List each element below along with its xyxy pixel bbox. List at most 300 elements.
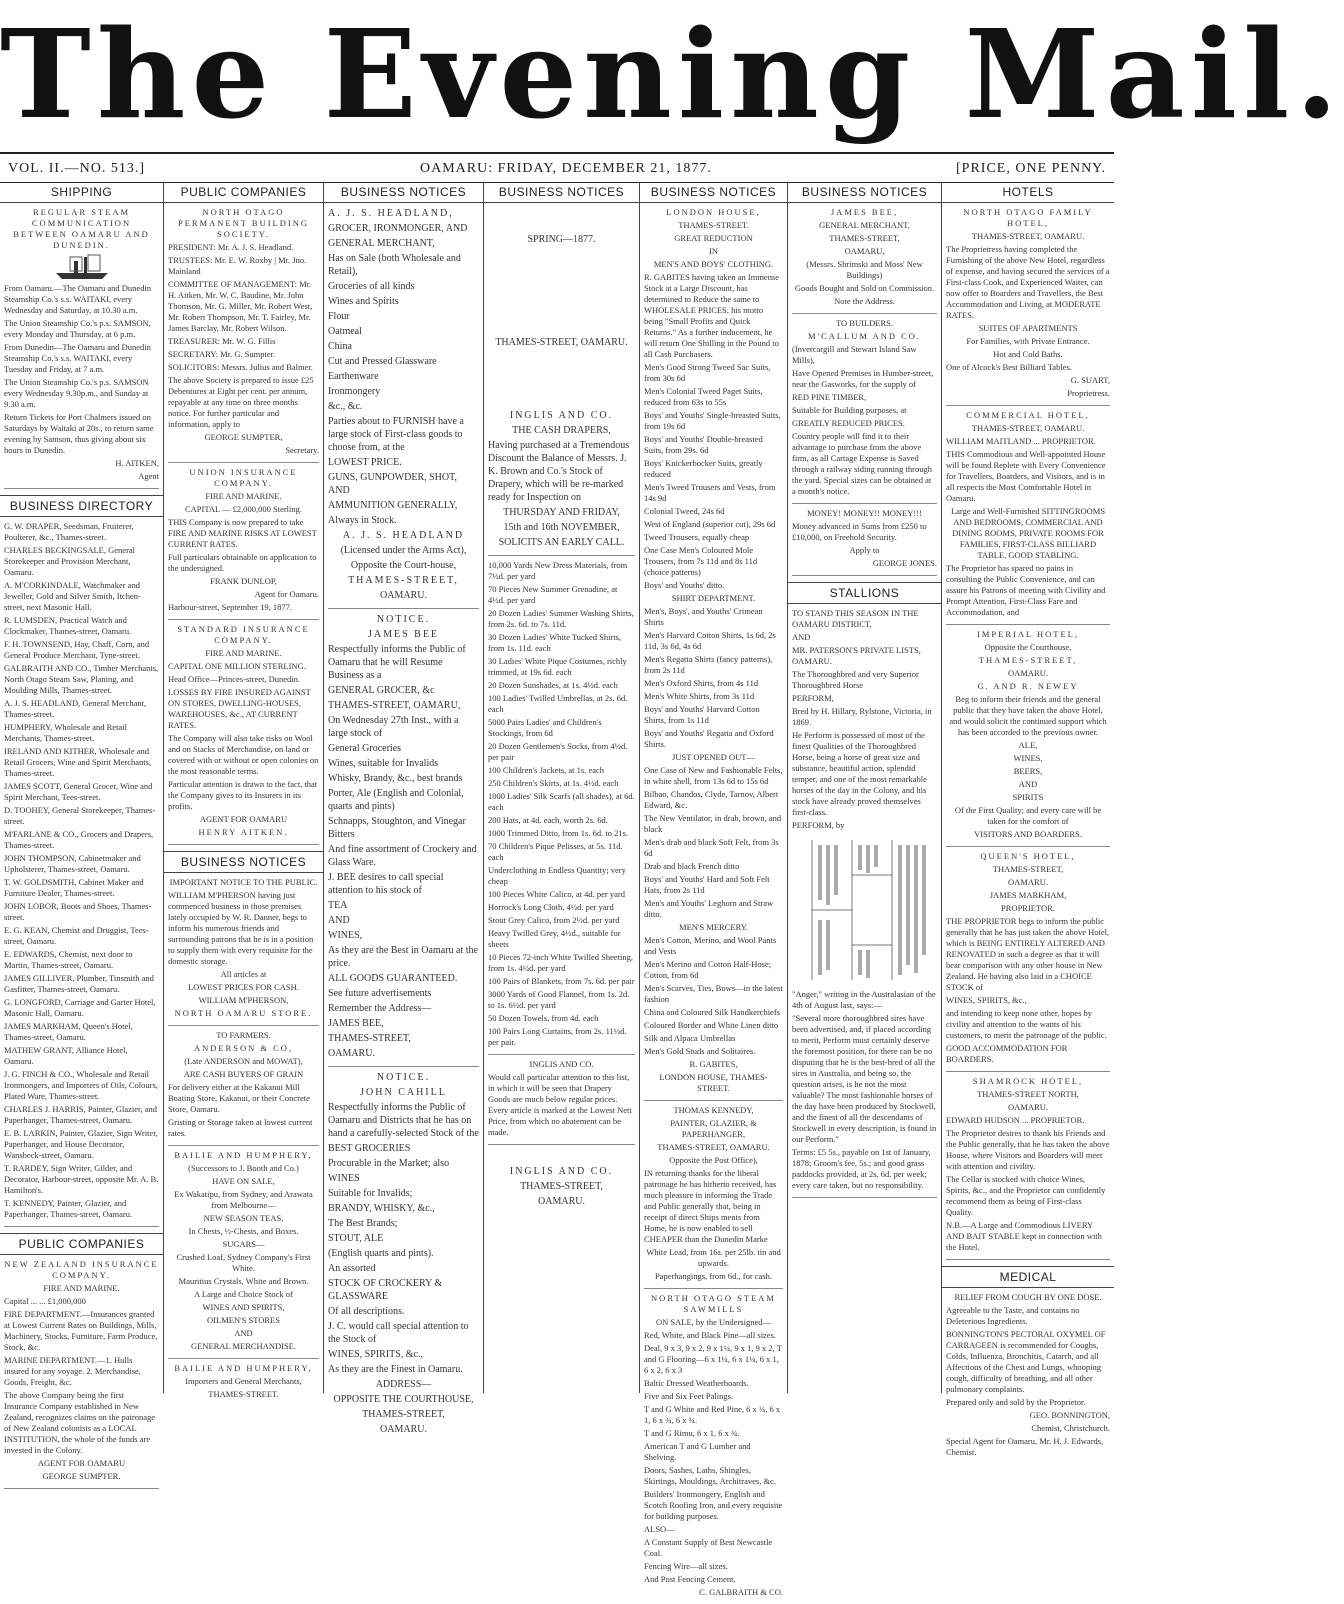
column-heading: PUBLIC COMPANIES <box>164 183 323 203</box>
directory-entry: HUMPHERY, Wholesale and Retail Merchants, Thames-street. <box>4 722 127 743</box>
advert-line: ADDRESS— <box>375 1379 432 1390</box>
advert-line: Gristing or Storage taken at lowest current rates. <box>168 1117 313 1138</box>
advert-line: Drab and black French ditto <box>644 861 740 871</box>
advert-line: Schnapps, Stoughton, and Vinegar Bitters <box>328 816 466 840</box>
signature: WILLIAM M'PHERSON, <box>198 995 289 1005</box>
advert-line: A Constant Supply of Best Newcastle Coal. <box>644 1537 773 1558</box>
price-list-item: Stout Grey Calico, from 2½d. per yard <box>488 915 620 925</box>
advert-line: Coloured Border and White Linen ditto <box>644 1020 779 1030</box>
mpherson-advert <box>168 877 319 1026</box>
advert-line: THAMES-STREET, <box>348 575 459 586</box>
advert-line: HAVE ON SALE, <box>212 1176 275 1186</box>
advert-line: THIS Company is now prepared to take FIRE AND MARINE RISKS AT LOWEST CURRENT RATES. <box>168 517 317 549</box>
advert-line: STOUT, ALE <box>328 1233 384 1244</box>
mcallum-advert <box>792 318 937 504</box>
building-society-advert <box>168 207 319 463</box>
advert-line: Porter, Ale (English and Colonial, quarts and pints) <box>328 788 464 812</box>
advert-line: BRANDY, WHISKY, &c., <box>328 1203 435 1214</box>
advert-line: WINES, SPIRITS, &c., <box>946 995 1027 1005</box>
money-advert <box>792 508 937 576</box>
advert-line: 15th and 16th NOVEMBER, <box>503 522 620 533</box>
advert-line: THAMES-STREET, OAMARU. <box>657 1142 770 1152</box>
advert-line: T and G Rimu, 6 x 1, 6 x ¾. <box>644 1428 740 1438</box>
advert-line: THIS Commodious and Well-appointed House will be found Replete with Every Convenience for Travellers, Boarders, and Visitors, and is in all respects the Most Comfortable Hotel in Oamaru. <box>946 449 1106 503</box>
price-list-item: 30 Ladies' White Pique Costumes, richly trimmed, at 19s 6d. each <box>488 656 627 677</box>
advert-line: SOLICITS AN EARLY CALL. <box>498 537 625 548</box>
price-list-item: 250 Children's Skirts, at 1s. 4½d. each <box>488 778 619 788</box>
james-bee-merchant-advert <box>792 207 937 314</box>
advert-line: SOLICITORS: Messrs. Julius and Balmer. <box>168 362 313 372</box>
column-hotels <box>942 183 1114 1457</box>
advert-line: China and Coloured Silk Handkerchiefs <box>644 1007 780 1017</box>
signature-role: Agent for Oamaru. <box>254 589 319 599</box>
advert-line: Full particulars obtainable on application to the undersigned. <box>168 552 317 573</box>
advert-line: Colonial Tweed, 24s 6d <box>644 506 725 516</box>
advert-title: UNION INSURANCE COMPANY. <box>189 467 298 488</box>
advert-line: Hot and Cold Baths. <box>993 349 1063 359</box>
advert-line: All articles at <box>220 969 267 979</box>
advert-line: R. GABITES having taken an Immense Stock at a Large Discount, has determined to Reduce the same to WHOLESALE PRICES, his motto being "Small Profits and Quick Returns." As a further inducement, he will return One Shilling in the Pound to all Cash Purchasers. <box>644 272 780 359</box>
dateline-bar <box>0 152 1114 183</box>
advert-line: SUGARS— <box>222 1239 265 1249</box>
inglis-advert-2 <box>488 1165 635 1214</box>
advert-line: He Perform is possessed of most of the finest Qualities of the Thoroughbred Horse, being a horse of great size and substance, beautiful action, splendid temper, and one of the most remarkable horses of the day in the Colony, and his stock have already proved themselves first-class. <box>792 730 927 817</box>
advert-line: For Families, with Private Entrance. <box>966 336 1090 346</box>
advert-line: Head Office—Princes-street, Dunedin. <box>168 674 301 684</box>
agent-label: AGENT FOR OAMARU <box>37 1458 126 1468</box>
advert-body <box>328 222 479 527</box>
advert-line: An assorted <box>328 1263 376 1274</box>
advert-line: Baltic Dressed Weatherboards. <box>644 1378 749 1388</box>
advert-line: Flour <box>328 311 350 322</box>
advert-line: WILLIAM M'PHERSON having just commenced business in those premises lately occupied by W. R. Danner, begs to inform his numerous friends and surrounding patrons that he is in a position to supply them with every requisite for the domestic storage. <box>168 890 314 966</box>
price-list-item: 100 Pieces White Calico, at 4d. per yard <box>488 889 625 899</box>
inglis-note <box>488 1059 635 1145</box>
advert-line: Men's Tweed Trousers and Vests, from 14s 9d <box>644 482 776 503</box>
advert-heading: NOTICE. <box>376 1072 431 1083</box>
advert-line: Bred by H. Hillary, Rylstone, Victoria, in 1869. <box>792 706 932 727</box>
advert-line: OAMARU, <box>844 246 885 256</box>
advert-line: Wines and Spirits <box>328 296 399 307</box>
advert-line: Boys' and Youths' Hard and Soft Felt Hats, from 2s 11d <box>644 874 770 895</box>
advert-line: GENERAL MERCHANT, <box>819 220 910 230</box>
advert-line: EDWARD HUDSON ... PROPRIETOR. <box>946 1115 1085 1125</box>
advert-line: J. C. would call special attention to the Stock of <box>328 1321 469 1345</box>
advert-line: OAMARU. <box>538 1196 585 1207</box>
advert-line: Respectfully informs the Public of Oamaru and Districts that he has on hand a carefully-selected Stock of the <box>328 1102 479 1139</box>
advert-title: BAILIE AND HUMPHERY, <box>174 1363 313 1373</box>
advert-line: For delivery either at the Kakanui Mill Boating Store, Kakanui, or their Concrete Store, Oamaru. <box>168 1082 310 1114</box>
advert-line: A Large and Choice Stock of <box>194 1289 293 1299</box>
london-house-advert <box>644 207 783 1101</box>
advert-body <box>946 1305 1110 1408</box>
advert-body <box>946 1128 1110 1253</box>
directory-entry: IRELAND AND KITHER, Wholesale and Retail Grocers, Wine and Spirit Merchants, Thames-street. <box>4 746 152 778</box>
advert-line: ALE, <box>1018 740 1038 750</box>
advert-line: The above Society is prepared to issue £25 Debentures at Eight per cent. per annum, repayable at any time on three months notice. For further particular and information, apply to <box>168 375 314 429</box>
shipping-line: The Union Steamship Co.'s p.s. SAMSON every Wednesday 9.30p.m., and Sunday at 9.30 a.m. <box>4 377 149 409</box>
advert-line: Crushed Loaf, Sydney Company's First White. <box>176 1252 311 1273</box>
kennedy-advert <box>644 1105 783 1289</box>
advert-line: American T and G Lumber and Shelving. <box>644 1441 751 1462</box>
section-heading: MEDICAL <box>942 1266 1114 1288</box>
season-label: SPRING—1877. <box>527 234 596 245</box>
shipping-line: From Dunedin—The Oamaru and Dunedin Steamship Co.'s s.s. WAITAKI, every Tuesday and Friday, at 7 a.m. <box>4 342 151 374</box>
advert-line: As they are the Finest in Oamaru. <box>328 1364 463 1375</box>
advert-line: The above Company being the first Insurance Company established in New Zealand, recognizes claims on the patronage of New Zealand colonists as a LOCAL INSTITUTION, the whole of the funds are invested in the Colony. <box>4 1390 156 1455</box>
advert-title: NORTH OTAGO PERMANENT BUILDING SOCIETY. <box>178 207 309 239</box>
advert-line: OAMARU. <box>380 1424 427 1435</box>
advert-line: THAMES-STREET. <box>678 220 749 230</box>
masthead <box>0 0 1344 150</box>
advert-line: GENERAL MERCHANT, <box>328 238 435 249</box>
queens-hotel-advert <box>946 851 1110 1072</box>
column-heading: BUSINESS NOTICES <box>324 183 483 203</box>
advert-subtitle: FIRE AND MARINE. <box>43 1283 120 1293</box>
advert-line: Five and Six Feet Palings. <box>644 1391 734 1401</box>
advert-line: IN <box>709 246 718 256</box>
column-heading: BUSINESS NOTICES <box>484 183 639 203</box>
advert-line: OAMARU. <box>380 590 427 601</box>
advert-line: Oatmeal <box>328 326 362 337</box>
advert-line: Men's Colonial Tweed Paget Suits, reduced from 63s to 55s <box>644 386 763 407</box>
advert-line: THAMES-STREET. <box>208 1389 279 1399</box>
advert-line: NEW SEASON TEAS, <box>203 1213 284 1223</box>
insurance-advert <box>4 1259 159 1489</box>
shipping-line: The Union Steamship Co.'s p.s. SAMSON, every Monday and Thursday, at 6 p.m. <box>4 318 151 339</box>
advert-line: Importers and General Merchants, <box>185 1376 302 1386</box>
shipping-advert <box>4 207 159 489</box>
price-list-item: Horrock's Long Cloth, 4½d. per yard <box>488 902 614 912</box>
price: [PRICE, ONE PENNY. <box>956 161 1106 176</box>
advert-line: GENERAL GROCER, &c <box>328 685 435 696</box>
advert-line: BEST GROCERIES <box>328 1143 411 1154</box>
advert-heading: NOTICE. <box>376 614 431 625</box>
signature: GEORGE SUMPTER, <box>204 432 283 442</box>
inglis-advert <box>488 233 635 556</box>
advert-line: OAMARU. <box>1008 1102 1048 1112</box>
pedigree-table-graphic <box>792 835 936 985</box>
advert-line: "Several more thoroughbred sires have been advertised, and, if placed according to merit, Perform must certainly deserve the foremost position, for there can be no disputing that he is the best-bred of all the sires in Australia, and being so, the question arises, is he not the most valuable? The most fashionable horses of the day have been produced by Stockwell, and the finest of all the descendants of Stockwell in every description, is found in our Perform." <box>792 1013 937 1144</box>
section-heading: STALLIONS <box>788 582 941 604</box>
advert-line: Bilbao, Chandos, Clyde, Tarnov, Albert Edward, &c. <box>644 789 779 810</box>
advert-line: Boys' Knickerbocker Suits, greatly reduced <box>644 458 763 479</box>
advert-line: The New Ventilator, in drab, brown, and black <box>644 813 782 834</box>
advert-body <box>946 694 1110 840</box>
advert-line: LOSSES BY FIRE INSURED AGAINST ON STORES, DWELLING-HOUSES, WAREHOUSES, &c., AT CURRENT RATES. <box>168 687 311 730</box>
advert-line: CAPITAL ONE MILLION STERLING. <box>168 661 306 671</box>
advert-line: Fencing Wire—all sizes. <box>644 1561 728 1571</box>
advert-body <box>644 606 783 750</box>
advert-line: (Messrs. Shrimski and Moss' New Buildings) <box>806 259 923 280</box>
advert-title: BAILIE AND HUMPHERY, <box>174 1150 313 1160</box>
directory-entry: A. J. S. HEADLAND, General Merchant, Thames-street. <box>4 698 147 719</box>
advert-title: JAMES BEE <box>367 629 440 640</box>
advert-line: GREAT REDUCTION <box>674 233 753 243</box>
advert-line: Ironmongery <box>328 386 381 397</box>
column-business-notices-1 <box>324 183 484 1435</box>
advert-line: Large and Well-Furnished SITTINGROOMS AND BEDROOMS, COMMERCIAL AND DINING ROOMS, PRIVATE ROOMS FOR FAMILIES, FIRST-CLASS BILLIARD TABLE, GOOD STABLING. <box>950 506 1106 560</box>
signature: INGLIS AND CO. <box>529 1059 594 1069</box>
signature-role: Agent <box>138 471 159 481</box>
advert-title: QUEEN'S HOTEL, <box>980 851 1076 861</box>
advert-line: GENERAL MERCHANDISE. <box>191 1341 296 1351</box>
john-cahill-advert <box>328 1071 479 1442</box>
advert-line: "Anger," writing in the Australasian of the 4th of August last, says:— <box>792 989 936 1010</box>
signature: JAMES MARKHAM, <box>989 890 1067 900</box>
advert-line: Ex Wakatipu, from Sydney, and Arawata from Melbourne— <box>174 1189 313 1210</box>
directory-entry: G. LONGFORD, Carriage and Garter Hotel, Masonic Hall, Oamaru. <box>4 997 156 1018</box>
advert-line: THAMES-STREET, OAMARU, <box>328 700 461 711</box>
advert-line: SPIRITS <box>1012 792 1044 802</box>
advert-line: AND <box>234 1328 253 1338</box>
advert-line: THAMES-STREET, <box>328 1033 411 1044</box>
advert-line: (Invercargill and Stewart Island Saw Mills), <box>792 344 917 365</box>
advert-line: Country people will find it to their advantage to purchase from the above firm, as all Cartage Expense is Saved through a railway siding running through the yard. Special sizes can be obtained at a month's notice. <box>792 431 932 496</box>
advert-line: Opposite the Court-house, <box>350 560 457 571</box>
column-heading: BUSINESS NOTICES <box>788 183 941 203</box>
advert-line: WINES, <box>1013 753 1043 763</box>
directory-entry: T. KENNEDY, Painter, Glazier, and Paperhanger, Thames-street, Oamaru. <box>4 1198 133 1219</box>
advert-line: As they are the Best in Oamaru at the price. <box>328 945 478 969</box>
advert-body <box>328 643 479 1060</box>
advert-line: Men's Merino and Cotton Half-Hose; Cotton, from 6d <box>644 959 772 980</box>
advert-title: JAMES BEE, <box>830 207 899 217</box>
advert-line: MEN'S AND BOYS' CLOTHING. <box>653 259 774 269</box>
price-list-item: 1000 Trimmed Ditto, from 1s. 6d. to 21s. <box>488 828 629 838</box>
advert-line: Procurable in the Market; also <box>328 1158 450 1169</box>
advert-line: GUNS, GUNPOWDER, SHOT, AND <box>328 472 457 496</box>
advert-title: INGLIS AND CO. <box>509 1166 614 1177</box>
advert-line: PERFORM, <box>792 693 834 703</box>
advert-line: Suitable for Invalids; <box>328 1188 413 1199</box>
advert-line: SECRETARY: Mr. G. Sumpter. <box>168 349 276 359</box>
advert-line: Boys' and Youths' Regatta and Oxford Shirts. <box>644 728 774 749</box>
advert-line: TEA <box>328 900 348 911</box>
advert-line: OAMARU. <box>328 1048 375 1059</box>
advert-line: AND <box>792 632 811 642</box>
department-heading: SHIRT DEPARTMENT. <box>671 593 756 603</box>
advert-line: Opposite the Courthouse, <box>984 642 1072 652</box>
advert-line: LOWEST PRICE. <box>328 457 402 468</box>
advert-line: Men's drab and black Soft Felt, from 3s 6d <box>644 837 779 858</box>
advert-line: The Cellar is stocked with choice Wines, Spirits, &c., and the Proprietor can confidently recommend them as being of First-class Quality. <box>946 1174 1106 1217</box>
advert-line: VISITORS AND BOARDERS. <box>974 829 1082 839</box>
advert-line: AMMUNITION GENERALLY, <box>328 500 458 511</box>
union-insurance-advert <box>168 467 319 620</box>
advert-line: Men's, Boys', and Youths' Crimean Shirts <box>644 606 763 627</box>
advert-line: One of Alcock's Best Billiard Tables. <box>946 362 1072 372</box>
price-list-item: 20 Dozen Gentlemen's Socks, from 4½d. per pair <box>488 741 628 762</box>
advert-body <box>328 1101 479 1376</box>
advert-line: Money advanced in Sums from £250 to £10,000, on Freehold Security. <box>792 521 927 542</box>
signature: H. AITKEN, <box>115 458 159 468</box>
advert-line: West of England (superior cut), 29s 6d <box>644 519 776 529</box>
advert-line: Terms: £5 5s., payable on 1st of January, 1878; Groom's fee, 5s.; and good grass paddocks provided, at 2s. 6d. per week; every care taken, but no responsibility. <box>792 1147 931 1190</box>
advert-line: Silk and Alpaca Umbrellas <box>644 1033 736 1043</box>
advert-line: Wines, suitable for Invalids <box>328 758 439 769</box>
anderson-advert <box>168 1030 319 1146</box>
advert-line: GOOD ACCOMMODATION FOR BOARDERS. <box>946 1043 1068 1064</box>
advert-line: Men's Harvard Cotton Shirts, 1s 6d, 2s 11d, 3s 6d, 4s 6d <box>644 630 776 651</box>
directory-entry: GALBRAITH AND CO., Timber Merchants, North Otago Steam Saw, Planing, and Moulding Mills, Thames-street. <box>4 663 159 695</box>
sawmills-advert <box>644 1293 783 1604</box>
advert-line: THAMES-STREET NORTH, <box>977 1089 1079 1099</box>
advert-line: China <box>328 341 352 352</box>
advert-line: Groceries of all kinds <box>328 281 415 292</box>
advert-date: Harbour-street, September 19, 1877. <box>168 602 292 612</box>
advert-line: AND <box>328 915 350 926</box>
advert-line: WINES AND SPIRITS, <box>202 1302 285 1312</box>
advert-line: GROCER, IRONMONGER, AND <box>328 223 468 234</box>
advert-line: ARE CASH BUYERS OF GRAIN <box>183 1069 304 1079</box>
column-business-notices-3 <box>640 183 788 1597</box>
advert-title: NEW ZEALAND INSURANCE COMPANY. <box>4 1259 159 1280</box>
advert-line: The Company will also take risks on Wool and on Stacks of Merchandise, on land or covered with or without or open colonies on the most reasonable terms. <box>168 733 319 776</box>
advert-line: Always in Stock. <box>328 515 397 526</box>
advert-line: AND <box>1018 779 1038 789</box>
advert-line: GREATLY REDUCED PRICES. <box>792 418 905 428</box>
advert-line: Opposite the Post Office), <box>669 1155 758 1165</box>
price-list-item: 100 Pairs Long Curtains, from 2s. 11½d. per pair. <box>488 1026 627 1047</box>
price-list-item: 20 Dozen Sunshades, at 1s. 4½d. each <box>488 680 618 690</box>
advert-line: Whisky, Brandy, &c., best brands <box>328 773 463 784</box>
directory-entry: JAMES GILLIVER, Plumber, Tinsmith and Gasfitter, Thames-street, Oamaru. <box>4 973 154 994</box>
advert-line: Earthenware <box>328 371 379 382</box>
signature-role: PROPRIETOR. <box>1001 903 1055 913</box>
price-list-item: 30 Dozen Ladies' White Tucked Shirts, from 1s. 11d. each <box>488 632 622 653</box>
advert-subtitle: THE CASH DRAPERS, <box>512 425 611 436</box>
advert-line: White Lead, from 16s. per 25lb. tin and upwards. <box>646 1247 781 1268</box>
directory-entry: D. TOOHEY, General Storekeeper, Thames-street. <box>4 805 156 826</box>
advert-line: The Proprietor desires to thank his Friends and the Public generally, that he has taken the above House, where Visitors and Boarders will meet with attention and civility. <box>946 1128 1110 1171</box>
price-list-item: Heavy Twilled Grey, 4½d., suitable for sheets <box>488 928 621 949</box>
advert-line: N.B.—A Large and Commodious LIVERY AND BAIT STABLE kept in connection with the Hotel. <box>946 1220 1102 1252</box>
price-list-item: 3000 Yards of Good Flannel, from 1s. 2d. to 1s. 6½d. per yard <box>488 989 630 1010</box>
advert-line: PERFORM, by <box>792 820 845 830</box>
advert-body <box>792 344 937 497</box>
advert-body <box>792 220 937 307</box>
advert-line: Men's Oxford Shirts, from 4s 11d <box>644 678 759 688</box>
advert-line: ALL GOODS GUARANTEED. <box>328 973 458 984</box>
advert-line: T and G White and Red Pine, 6 x ¾, 6 x 1, 6 x ¾, 6 x ¾. <box>644 1404 781 1425</box>
signature: C. GALBRAITH & CO. <box>699 1587 783 1597</box>
advert-line: (Licensed under the Arms Act), <box>340 545 467 556</box>
advert-line: The Proprietress having completed the Furnishing of the above New Hotel, regardless of expense, and having secured the services of a First-class Cook, and Experienced Waiter, can now offer to Boarders and Travellers, the Best Accommodation and Living, at MODERATE RATES. <box>946 244 1110 320</box>
advert-line: On Wednesday 27th Inst., with a large stock of <box>328 715 459 739</box>
advert-line: STOCK OF CROCKERY & GLASSWARE <box>328 1278 443 1302</box>
directory-entry: M'FARLANE & CO., Grocers and Drapers, Thames-street. <box>4 829 154 850</box>
advert-line: Men's Scarves, Ties, Bows—in the latest fashion <box>644 983 783 1004</box>
directory-entry: CHARLES BECKINGSALE, General Storekeeper and Provision Merchant, Oamaru. <box>4 545 136 577</box>
advert-line: WINES, SPIRITS, &c., <box>328 1349 423 1360</box>
advert-line: WINES <box>328 1173 360 1184</box>
advert-title: NORTH OTAGO FAMILY HOTEL, <box>963 207 1093 228</box>
directory-entry: A. M'CORKINDALE, Watchmaker and Jeweller, Gold and Silver Smith, Itchen-street, next Masonic Hall. <box>4 580 141 612</box>
advert-line: Special Agent for Oamaru, Mr. H. J. Edwards, Chemist. <box>946 1436 1104 1457</box>
advert-line: Men's Good Strong Tweed Sac Suits, from 30s 6d <box>644 362 771 383</box>
advert-line: Men's and Youths' Leghorn and Straw ditto. <box>644 898 774 919</box>
directory-entry: R. LUMSDEN, Practical Watch and Clockmaker, Thames-street, Oamaru. <box>4 615 132 636</box>
advert-line: Have Opened Premises in Humber-street, near the Gasworks, for the supply of <box>792 368 934 389</box>
advert-line: The Proprietor has spared no pains in consulting the Public Convenience, and can assure his Patrons of meeting with Civility and Prompt Attention, First-Class Fare and Accommodation, and <box>946 563 1106 617</box>
advert-title: M'CALLUM AND CO. <box>807 331 922 341</box>
section-heading: PUBLIC COMPANIES <box>0 1233 163 1255</box>
advert-body <box>168 1163 319 1352</box>
inglis-price-list <box>488 560 635 1055</box>
advert-line: (Successors to J. Booth and Co.) <box>188 1163 299 1173</box>
advert-title: ANDERSON & CO, <box>193 1043 294 1053</box>
advert-subtitle: ON SALE, by the Undersigned— <box>656 1317 771 1327</box>
advert-title: STANDARD INSURANCE COMPANY. <box>177 624 310 645</box>
advert-title: LONDON HOUSE, <box>666 207 761 217</box>
advert-line: Respectfully informs the Public of Oamaru that he will Resume Business as a <box>328 644 466 681</box>
advert-title: G. AND R. NEWEY <box>977 681 1079 691</box>
column-shipping <box>0 183 164 1481</box>
advert-line: BEERS, <box>1013 766 1043 776</box>
signature: GEORGE SUMPTER. <box>42 1471 121 1481</box>
advert-body <box>946 916 1110 1065</box>
advert-line: IN returning thanks for the liberal patronage he has hitherto received, has much pleasure in informing the Trade and Public generally that, being in receipt of direct Ships ments from Home, he is now enabled to sell CHEAPER than the Dunedin Marke <box>644 1168 777 1244</box>
advert-line: THAMES-STREET, <box>978 655 1078 665</box>
advert-subtitle: FIRE AND MARINE. <box>205 648 282 658</box>
advert-line: BONNINGTON'S PECTORAL OXYMEL OF CARRAGEEN is recommended for Coughs, Colds, Influenza, Bronchitis, Catarrh, and all Affections of the Chest and Lungs, whooping cough, difficulty of breathing, and all other pulmonary complaints. <box>946 1329 1106 1394</box>
signature-role: Chemist, Christchurch. <box>1031 1423 1110 1433</box>
advert-line: General Groceries <box>328 743 402 754</box>
signature-role: Secretary. <box>285 445 319 455</box>
advert-title: JOHN CAHILL <box>360 1087 447 1098</box>
imperial-hotel-advert <box>946 629 1110 847</box>
department-heading: JUST OPENED OUT— <box>672 752 755 762</box>
signature: R. GABITES, <box>689 1059 738 1069</box>
advert-line: THURSDAY AND FRIDAY, <box>503 507 620 518</box>
price-list-item: 20 Dozen Ladies' Summer Washing Shirts, from 2s. 6d. to 7s. 11d. <box>488 608 634 629</box>
directory-entry: JOHN THOMPSON, Cabinetmaker and Upholsterer, Thames-street, Oamaru. <box>4 853 141 874</box>
advert-line: LOWEST PRICES FOR CASH. <box>188 982 299 992</box>
directory-entry: T. RARDEY, Sign Writer, Gilder, and Decorator, Harbour-street, opposite Mr. A. B. Hamilton's. <box>4 1163 159 1195</box>
advert-line: See future advertisements <box>328 988 432 999</box>
advert-line: Red, White, and Black Pine—all sizes. <box>644 1330 777 1340</box>
advert-line: TREASURER: Mr. W. G. Fillis <box>168 336 276 346</box>
advert-line: OAMARU. <box>1008 668 1048 678</box>
advert-line: Men's Cotton, Merino, and Wool Pants and Vests <box>644 935 777 956</box>
price-list-item: 100 Pairs of Blankets, from 7s. 6d. per pair <box>488 976 635 986</box>
advert-title: INGLIS AND CO. <box>509 410 614 421</box>
directory-entry: JAMES MARKHAM, Queen's Hotel, Thames-street, Oamaru. <box>4 1021 133 1042</box>
advert-line: Has on Sale (both Wholesale and Retail), <box>328 253 461 277</box>
advert-line: LONDON HOUSE, THAMES-STREET. <box>659 1072 768 1093</box>
advert-line: Mauritius Crystals, White and Brown. <box>178 1276 309 1286</box>
advert-line: JAMES BEE, <box>328 1018 384 1029</box>
advert-line: Capital ... ... £1,000,000 <box>4 1296 86 1306</box>
advert-line: Doors, Sashes, Laths, Shingles, Skirtings, Mouldings, Architraves, &c. <box>644 1465 776 1486</box>
advert-line: Beg to inform their friends and the general public that they have taken the above Hotel, and would solicit the continued support which has been accorded to the previous owner. <box>949 694 1107 737</box>
advert-title: MONEY! MONEY!! MONEY!!! <box>807 508 922 518</box>
advert-line: OAMARU. <box>1008 877 1048 887</box>
advert-title: RELIEF FROM COUGH BY ONE DOSE. <box>954 1292 1102 1302</box>
headland-advert <box>328 207 479 609</box>
shipping-title: REGULAR STEAM COMMUNICATION BETWEEN OAMARU AND DUNEDIN. <box>13 207 150 250</box>
standard-insurance-advert <box>168 624 319 845</box>
business-directory-list <box>4 521 159 1227</box>
advert-line: Prepared only and sold by the Proprietor. <box>946 1397 1086 1407</box>
advert-line: PRESIDENT: Mr. A. J. S. Headland. <box>168 242 294 252</box>
shipping-line: Return Tickets for Port Chalmers issued on Saturdays by Waitaki at 20s., to return same evening by Samson, thus giving about six hours in Dunedin. <box>4 412 154 455</box>
advert-line: and intending to keep none other, hopes by civility and attention to the wants of his customers, to merit the patronage of the public. <box>946 1008 1107 1040</box>
advert-line: COMMITTEE OF MANAGEMENT: Mr. H. Aitken, Mr. W. C. Baudine, Mr. John Thomson, Mr. G. Miller, Mr. Robert West, Mr. Robert Thompson, Mr. T. Fairley, Mr. James Barclay, Mr. Robert Wilson. <box>168 279 313 333</box>
signature: FRANK DUNLOP, <box>210 576 277 586</box>
advert-title: NORTH OTAGO STEAM SAWMILLS <box>651 1293 776 1314</box>
